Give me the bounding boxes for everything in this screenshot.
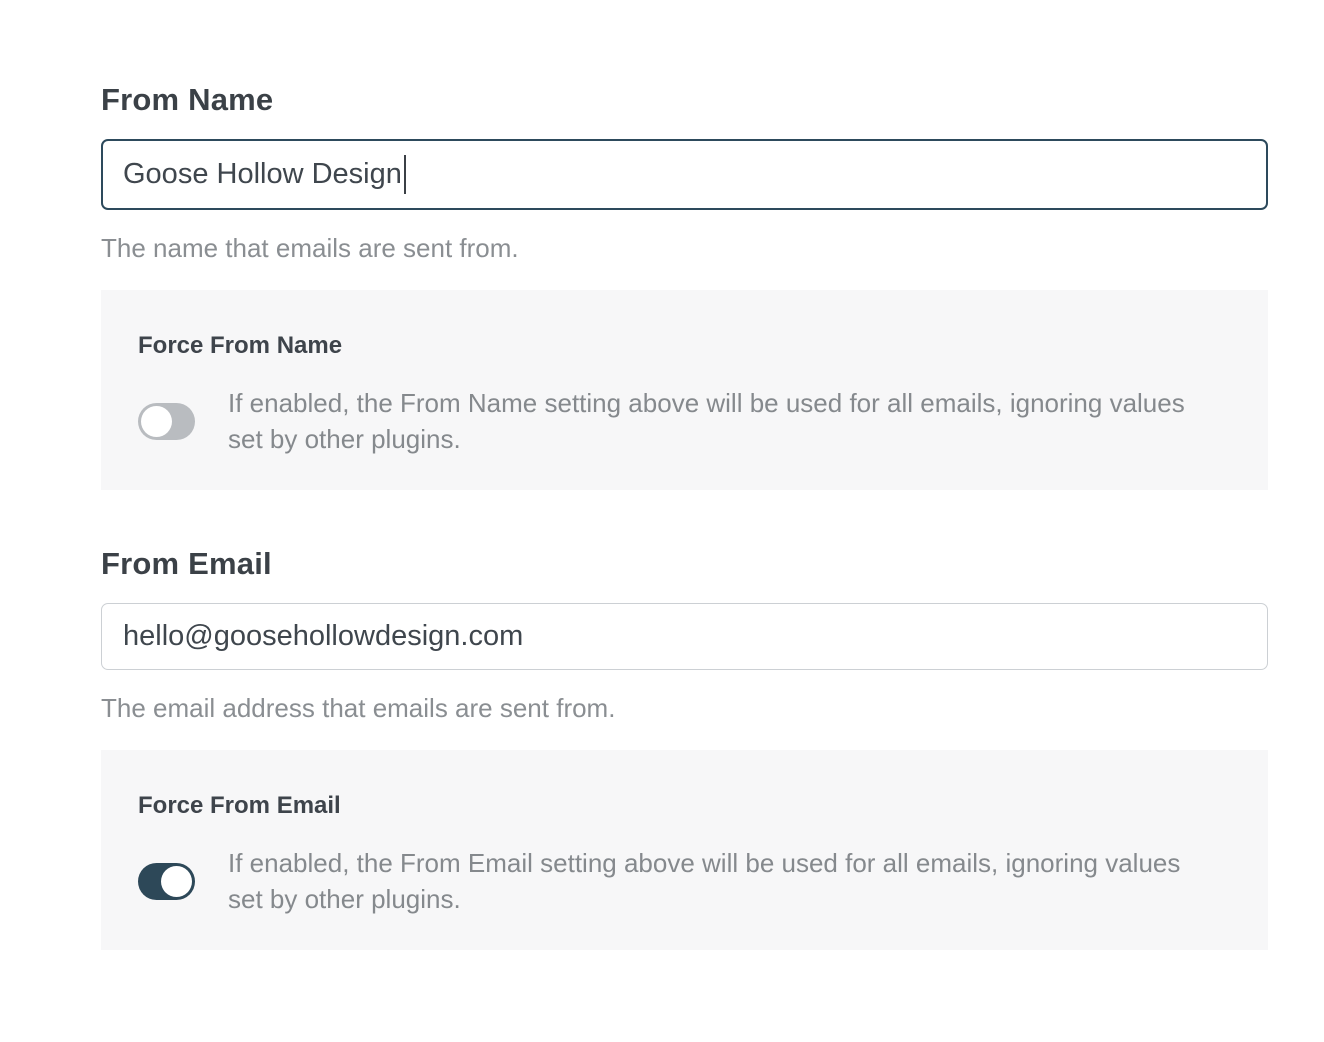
- force-from-email-label: Force From Email: [138, 792, 341, 819]
- force-from-name-description: [228, 385, 1185, 457]
- toggle-knob: [141, 406, 172, 437]
- force-from-name-toggle[interactable]: [138, 403, 195, 440]
- force-from-email-description: [228, 845, 1180, 917]
- force-from-name-label: Force From Name: [138, 332, 343, 359]
- from-name-input-wrap: [101, 139, 1268, 210]
- from-name-heading: From Name: [101, 82, 274, 117]
- from-email-helper-text: The email address that emails are sent from.: [101, 693, 616, 723]
- force-from-name-panel: [101, 290, 1268, 490]
- from-name-helper-text: The name that emails are sent from.: [101, 233, 519, 263]
- force-from-email-toggle[interactable]: [138, 863, 195, 900]
- from-name-section: [101, 84, 1268, 490]
- from-email-section: [101, 548, 1268, 950]
- force-from-name-row: [138, 385, 1231, 457]
- from-email-input[interactable]: [101, 603, 1268, 670]
- description-line: If enabled, the From Name setting above will be used for all emails, ignoring values: [228, 388, 1185, 418]
- from-email-heading: From Email: [101, 546, 272, 581]
- from-email-input-wrap: [101, 603, 1268, 670]
- description-line: set by other plugins.: [228, 424, 461, 454]
- toggle-knob: [161, 866, 192, 897]
- force-from-email-row: [138, 845, 1231, 917]
- description-line: set by other plugins.: [228, 884, 461, 914]
- force-from-email-panel: [101, 750, 1268, 950]
- text-cursor: [404, 155, 406, 194]
- from-name-input[interactable]: [101, 139, 1268, 210]
- description-line: If enabled, the From Email setting above will be used for all emails, ignoring values: [228, 848, 1181, 878]
